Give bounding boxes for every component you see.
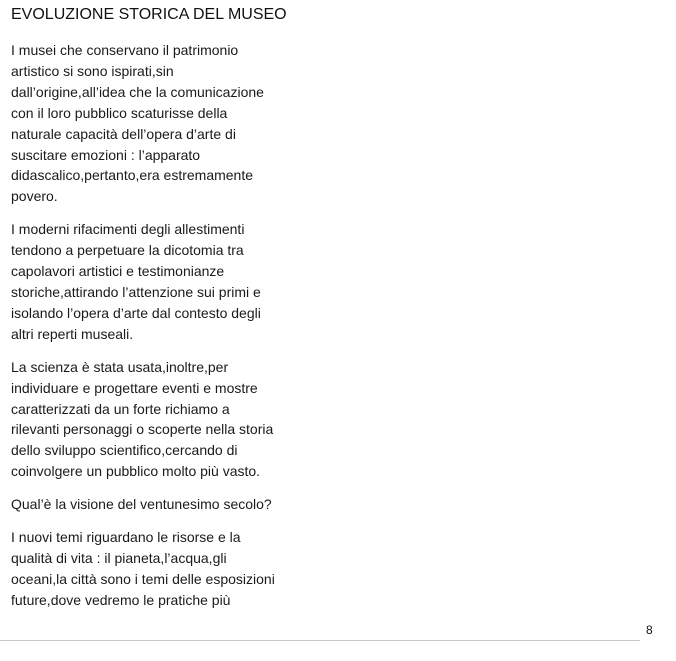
- text-line: qualità di vita : il pianeta,l’acqua,gli: [11, 549, 227, 566]
- text-line: Qual’è la visione del ventunesimo secolo?: [11, 496, 272, 513]
- document-body: [11, 40, 311, 623]
- text-line: I musei che conservano il patrimonio: [11, 42, 239, 58]
- text-line: oceani,la città sono i temi delle esposizioni: [11, 570, 275, 587]
- paragraph-2: [11, 219, 311, 344]
- text-line: La scienza è stata usata,inoltre,per: [11, 358, 229, 375]
- paragraph-5: [11, 527, 311, 611]
- text-line: caratterizzati da un forte richiamo a: [11, 400, 230, 417]
- text-line: altri reperti museali.: [11, 325, 134, 342]
- text-line: dall’origine,all’idea che la comunicazione: [11, 83, 264, 100]
- text-line: tendono a perpetuare la dicotomia tra: [11, 242, 244, 259]
- text-line: povero.: [11, 188, 58, 205]
- footer-divider: [0, 640, 640, 641]
- text-line: individuare e progettare eventi e mostre: [11, 379, 258, 396]
- text-line: coinvolgere un pubblico molto più vasto.: [11, 463, 261, 480]
- paragraph-3: [11, 357, 311, 482]
- text-line: capolavori artistici e testimonianze: [11, 263, 225, 280]
- text-line: con il loro pubblico scaturisse della: [11, 104, 228, 121]
- page-title: EVOLUZIONE STORICA DEL MUSEO: [11, 6, 287, 23]
- text-line: I nuovi temi riguardano le risorse e la: [11, 529, 241, 546]
- text-line: storiche,attirando l’attenzione sui primi e: [11, 283, 261, 300]
- paragraph-1: [11, 40, 311, 207]
- text-line: artistico si sono ispirati,sin: [11, 62, 174, 79]
- text-line: dello sviluppo scientifico,cercando di: [11, 442, 238, 459]
- text-line: isolando l’opera d’arte dal contesto degli: [11, 304, 261, 321]
- text-line: rilevanti personaggi o scoperte nella storia: [11, 421, 274, 438]
- text-line: naturale capacità dell’opera d’arte di: [11, 125, 236, 142]
- page-number: 8: [646, 623, 653, 637]
- text-line: didascalico,pertanto,era estremamente: [11, 167, 254, 184]
- paragraph-4: [11, 494, 311, 515]
- text-line: suscitare emozioni : l’apparato: [11, 146, 201, 163]
- text-line: future,dove vedremo le pratiche più: [11, 591, 231, 608]
- text-line: I moderni rifacimenti degli allestimenti: [11, 221, 245, 238]
